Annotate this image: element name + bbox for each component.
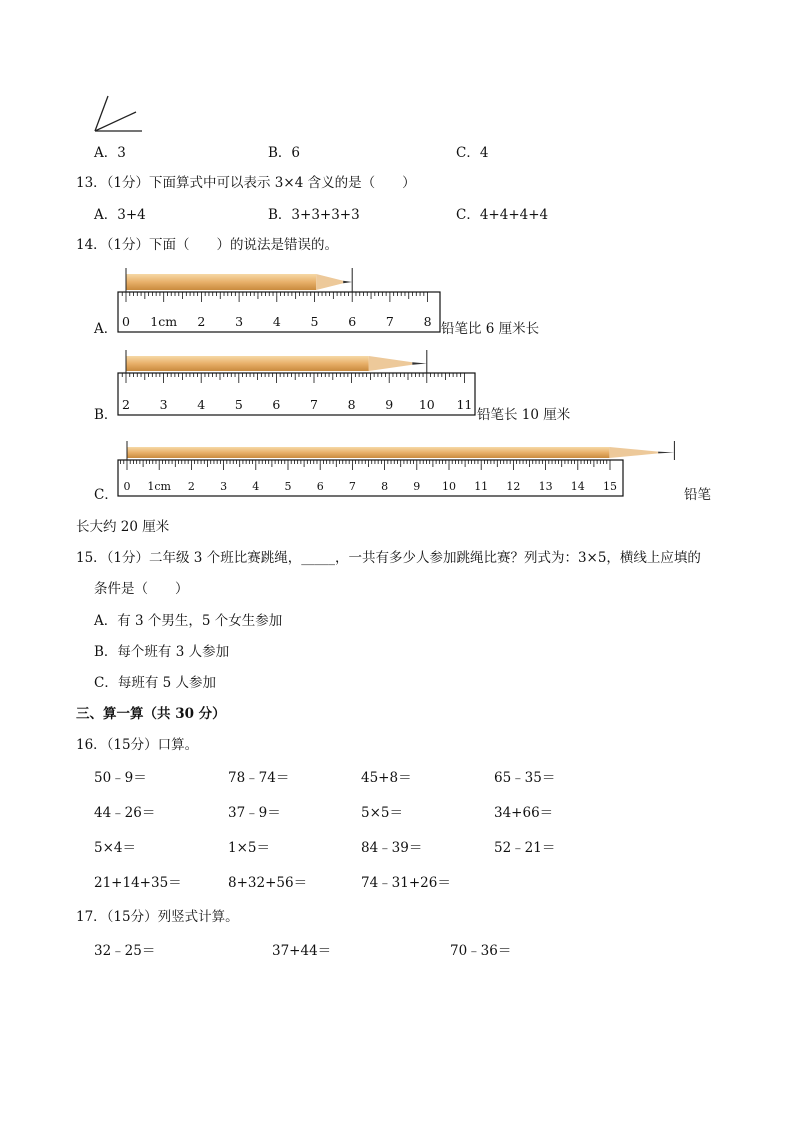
q14-option-b-letter[interactable]: B．	[94, 407, 118, 423]
q17-item: 70﹣36＝	[450, 943, 512, 959]
pencil-body	[126, 356, 369, 371]
q16-item: 34+66＝	[494, 805, 554, 821]
q14-option-c-caption-line2: 长大约 20 厘米	[76, 519, 170, 535]
q12-option-b[interactable]: B．6	[268, 145, 301, 161]
pencil-lead	[343, 281, 352, 284]
q14-option-c-caption-line1: 铅笔	[684, 487, 711, 503]
pencil-tip	[369, 356, 413, 371]
ruler-label: 5	[234, 397, 243, 412]
ruler-label: 5	[310, 314, 319, 329]
ruler-label: 11	[474, 480, 489, 493]
q14-option-c-figure	[115, 432, 690, 498]
ruler-label: 15	[603, 480, 617, 493]
q14-option-c-letter[interactable]: C．	[94, 487, 118, 503]
ruler-label: 8	[381, 480, 389, 493]
q16-item: 65﹣35＝	[494, 770, 556, 786]
q15-stem-line2: 条件是（ ）	[94, 581, 189, 597]
ruler-label: 10	[418, 397, 435, 412]
ruler-label: 10	[442, 480, 456, 493]
ruler-label: 3	[220, 480, 228, 493]
q15-option-b[interactable]: B．每个班有 3 人参加	[94, 644, 230, 660]
ruler-label: 2	[197, 314, 206, 329]
q16-item: 8+32+56＝	[228, 875, 308, 891]
ruler-label: 5	[284, 480, 292, 493]
section-3-title: 三、算一算（共 30 分）	[76, 706, 226, 722]
pencil-lead	[658, 452, 674, 454]
q16-item: 52﹣21＝	[494, 840, 556, 856]
q14-option-a-letter[interactable]: A．	[94, 321, 118, 337]
q14-option-a-figure	[115, 268, 445, 334]
ruler-label: 11	[456, 397, 473, 412]
q16-item: 5×4＝	[94, 840, 136, 856]
pencil-lead	[412, 362, 427, 364]
q13-option-a[interactable]: A．3+4	[94, 207, 146, 223]
q16-item: 74﹣31+26＝	[361, 875, 451, 891]
ruler-label: 3	[235, 314, 244, 329]
ruler-label: 8	[347, 397, 356, 412]
q16-item: 44﹣26＝	[94, 805, 156, 821]
q17-item: 32﹣25＝	[94, 943, 156, 959]
ruler-label: 6	[348, 314, 357, 329]
ruler-label: 0	[122, 314, 130, 329]
q12-option-a[interactable]: A．3	[94, 145, 126, 161]
q16-stem: 16．（15分）口算。	[76, 737, 199, 753]
ruler-label: 14	[570, 480, 585, 493]
q13-stem: 13．（1分）下面算式中可以表示 3×4 含义的是（ ）	[76, 175, 416, 191]
ruler-label: 4	[197, 397, 206, 412]
q13-option-c[interactable]: C．4+4+4+4	[456, 207, 549, 223]
pencil-tip	[609, 447, 658, 458]
q16-item: 37﹣9＝	[228, 805, 281, 821]
q15-stem-line1: 15．（1分）二年级 3 个班比赛跳绳，_____，一共有多少人参加跳绳比赛？列式为：3×5，横线上应填的	[76, 550, 701, 566]
q17-item: 37+44＝	[272, 943, 332, 959]
q15-option-c[interactable]: C．每班有 5 人参加	[94, 675, 217, 691]
q14-option-a-caption: 铅笔比 6 厘米长	[441, 321, 540, 337]
ruler-label: 2	[122, 397, 130, 412]
q17-stem: 17．（15分）列竖式计算。	[76, 909, 239, 925]
q16-item: 5×5＝	[361, 805, 403, 821]
q14-option-b-caption: 铅笔长 10 厘米	[477, 407, 571, 423]
q16-item: 84﹣39＝	[361, 840, 423, 856]
ruler-label: 4	[272, 314, 281, 329]
ruler-label: 9	[413, 480, 421, 493]
q14-stem: 14．（1分）下面（ ）的说法是错误的。	[76, 237, 339, 253]
ruler-label: 7	[385, 314, 394, 329]
angle-figure	[90, 94, 150, 136]
q16-item: 1×5＝	[228, 840, 270, 856]
ruler-label: 4	[252, 480, 260, 493]
ruler-label: 0	[123, 480, 131, 493]
pencil-body	[126, 274, 316, 290]
q13-option-b[interactable]: B．3+3+3+3	[268, 207, 360, 223]
pencil-body	[127, 447, 609, 458]
ruler-label: 7	[348, 480, 356, 493]
ruler-label: 9	[385, 397, 394, 412]
ruler-label: 7	[310, 397, 318, 412]
ruler-label: 6	[272, 397, 281, 412]
q15-option-a[interactable]: A．有 3 个男生，5 个女生参加	[94, 613, 283, 629]
pencil-tip	[316, 274, 343, 290]
q16-item: 21+14+35＝	[94, 875, 182, 891]
q12-option-c[interactable]: C．4	[456, 145, 489, 161]
ruler-label: 13	[538, 480, 553, 493]
ruler-label: 1cm	[150, 314, 178, 329]
ruler-label: 2	[187, 480, 195, 493]
ruler-label: 8	[423, 314, 432, 329]
q16-item: 78﹣74＝	[228, 770, 290, 786]
ruler-label: 1cm	[147, 480, 171, 493]
ruler-label: 6	[316, 480, 324, 493]
q16-item: 45+8＝	[361, 770, 412, 786]
ruler-label: 12	[506, 480, 521, 493]
q16-item: 50﹣9＝	[94, 770, 147, 786]
q14-option-b-figure	[115, 346, 480, 418]
ruler-label: 3	[159, 397, 168, 412]
